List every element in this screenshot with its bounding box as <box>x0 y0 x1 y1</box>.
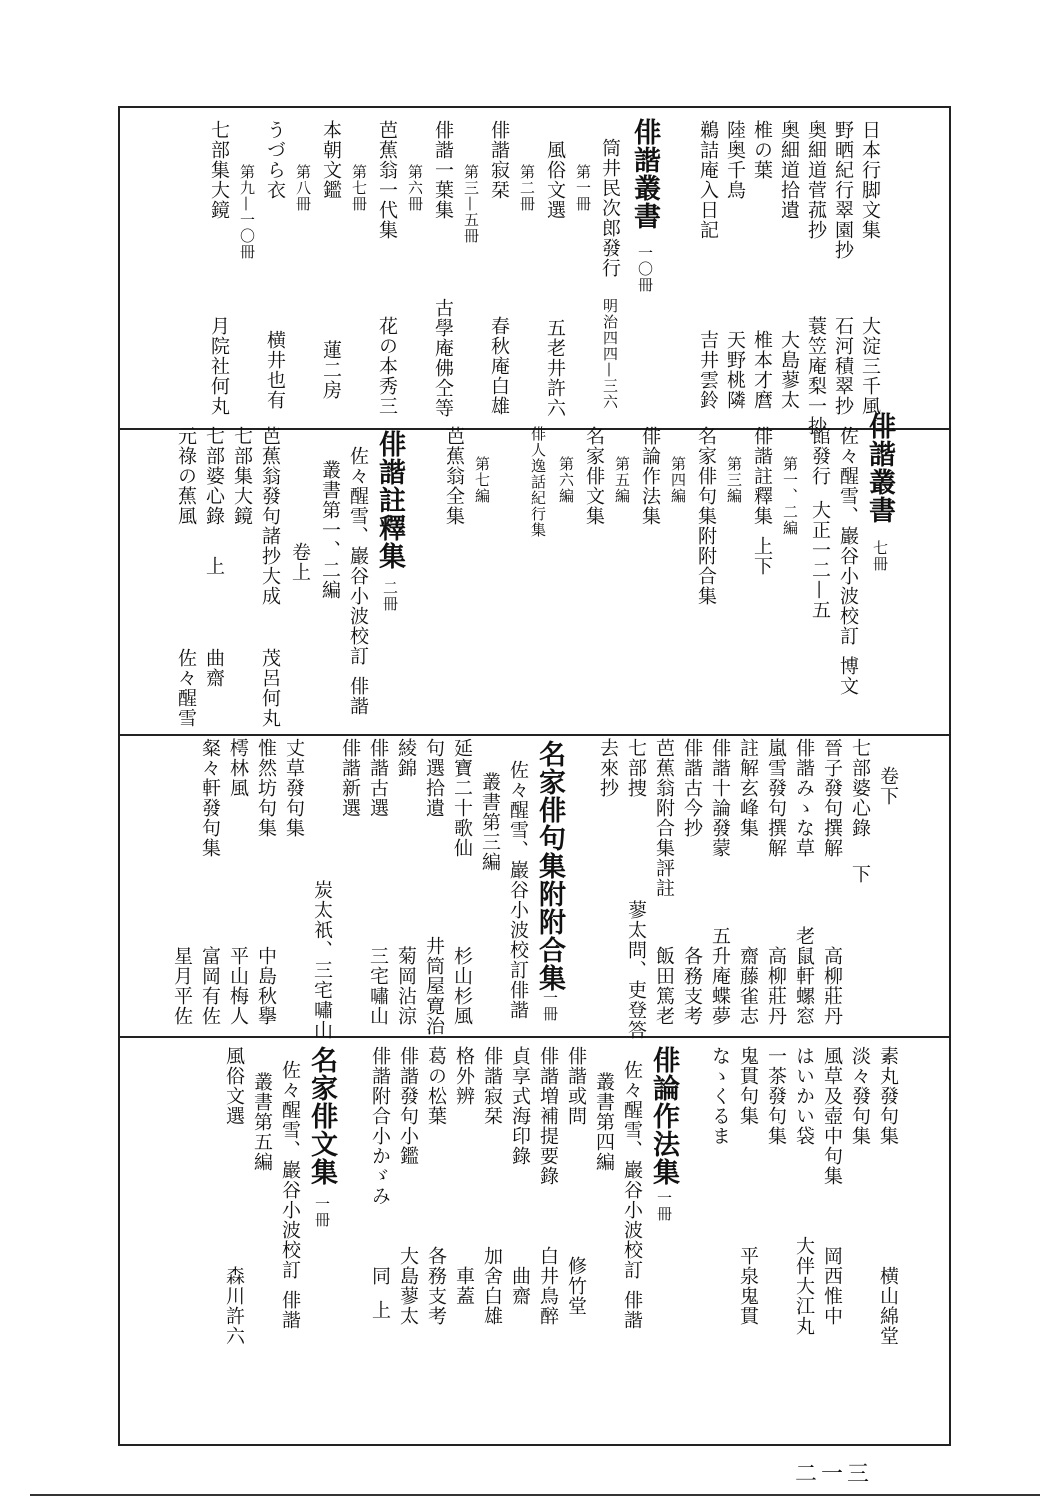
text-column: 佐々醒雪、巖谷小波校訂 <box>507 760 529 980</box>
text-column: 本朝文鑑 <box>320 120 342 200</box>
text-column: 上 <box>369 1300 391 1320</box>
text-column: 佐々醒雪、巖谷小波校訂 <box>279 1060 301 1280</box>
text-column: 五升庵蝶夢 <box>709 926 731 1026</box>
text-column: 茂呂何丸 <box>259 648 281 728</box>
text-column: 古學庵佛仝等 <box>432 298 454 418</box>
text-column: 奥細道菅菰抄 <box>805 120 827 240</box>
text-column: 飯田篤老 <box>653 946 675 1026</box>
text-column: 高柳莊丹 <box>765 946 787 1026</box>
heading-column: 俳諧叢書 <box>629 118 660 230</box>
text-column: 俳人逸話紀行集 <box>529 426 547 538</box>
text-column: 俳諧寂栞 <box>481 1046 503 1126</box>
text-column: 俳諧古今抄 <box>681 738 703 838</box>
text-column: 花の本秀三 <box>376 316 398 416</box>
text-column: 日本行脚文集 <box>859 120 881 240</box>
text-column: 俳諧註釋集 <box>751 426 773 526</box>
text-column: 第五編 <box>613 456 631 504</box>
text-column: 井筒屋寛治 <box>423 936 445 1036</box>
text-column: 第一冊 <box>574 164 592 212</box>
text-column: 樗林風 <box>227 738 249 798</box>
text-column: 延寶二十歌仙 <box>451 738 473 858</box>
text-column: 五老井許六 <box>544 318 566 418</box>
text-column: 晉子發句撰解 <box>821 738 843 858</box>
text-column: 曲齋 <box>203 648 225 688</box>
text-column: 俳論作法集 <box>639 426 661 526</box>
text-column: 貞享式海印錄 <box>509 1046 531 1166</box>
text-column: 俳諧古選 <box>367 738 389 818</box>
text-column: 俳諧 <box>621 1290 643 1330</box>
text-column: 一茶發句集 <box>765 1046 787 1146</box>
text-column: 佐々醒雪、巖谷小波校訂 <box>837 426 859 646</box>
heading-column: 俳論作法集 <box>648 1046 679 1186</box>
text-column: 奥細道拾遺 <box>778 120 800 220</box>
text-column: 叢書第五編 <box>251 1072 273 1172</box>
text-column: 炭太祇、三宅嘯山 <box>311 880 333 1040</box>
text-column: 惟然坊句集 <box>255 738 277 838</box>
heading-column: 俳諧註釋集 <box>374 430 405 570</box>
text-column: 横山綿堂 <box>877 1266 899 1346</box>
text-column: 二冊 <box>381 580 399 612</box>
text-column: 下 <box>849 864 871 884</box>
text-column: 綾錦 <box>395 738 417 778</box>
text-column: 元祿の蕉風 <box>175 426 197 526</box>
text-column: 七冊 <box>871 540 889 572</box>
text-column: 叢書第一、二編 <box>319 460 341 600</box>
text-column: 高柳莊丹 <box>821 946 843 1026</box>
text-column: 平泉鬼貫 <box>737 1246 759 1326</box>
text-column: 各務支考 <box>425 1246 447 1326</box>
text-column: 嵐雪發句撰解 <box>765 738 787 858</box>
text-column: 一冊 <box>313 1196 331 1228</box>
text-column: 椎本才麿 <box>751 330 773 410</box>
text-column: 俳諧寂栞 <box>488 120 510 200</box>
text-column: 叢書第三編 <box>479 772 501 872</box>
text-column: 上下 <box>751 536 773 576</box>
text-column: 大正一二—五 <box>809 500 831 620</box>
text-column: 第四編 <box>669 456 687 504</box>
text-column: 鵜詰庵入日記 <box>697 120 719 240</box>
text-column: 蓼太問、吏登答 <box>625 900 647 1040</box>
text-column: 曲齋 <box>509 1266 531 1306</box>
text-column: 芭蕉翁附合集評註 <box>653 738 675 898</box>
text-column: 大島蓼太 <box>397 1246 419 1326</box>
text-column: 芭蕉翁全集 <box>443 426 465 526</box>
text-column: 素丸發句集 <box>877 1046 899 1146</box>
text-column: 各務支考 <box>681 946 703 1026</box>
text-column: 七部婆心錄 <box>203 426 225 526</box>
text-column: 車蓋 <box>453 1266 475 1306</box>
text-column: 卷下 <box>877 766 899 806</box>
text-column: 卷上 <box>289 542 311 582</box>
text-column: 風俗文選 <box>544 140 566 220</box>
text-column: 丈草發句集 <box>283 738 305 838</box>
text-column: 粲々軒發句集 <box>199 738 221 858</box>
text-column: 森川許六 <box>223 1266 245 1346</box>
text-column: 大伴大江丸 <box>793 1236 815 1336</box>
text-column: 第一、二編 <box>781 456 799 536</box>
text-column: 一〇冊 <box>636 245 654 293</box>
text-column: 春秋庵白雄 <box>488 316 510 416</box>
text-column: 第九—一〇冊 <box>238 164 256 260</box>
heading-column: 名家俳句集附附合集 <box>534 740 565 992</box>
text-column: 岡西惟中 <box>821 1246 843 1326</box>
text-column: 俳諧 <box>347 676 369 716</box>
text-column: 風俗文選 <box>223 1046 245 1126</box>
text-column: 月院社何丸 <box>208 316 230 416</box>
text-column: 横井也有 <box>264 330 286 410</box>
text-column: 富岡有佐 <box>199 946 221 1026</box>
text-column: 俳諧 <box>279 1290 301 1330</box>
text-column: 第三編 <box>725 456 743 504</box>
text-column: 三宅嘯山 <box>367 946 389 1026</box>
text-column: 芭蕉翁一代集 <box>376 120 398 240</box>
text-column: 一冊 <box>541 990 559 1022</box>
text-column: 陸奥千鳥 <box>724 120 746 200</box>
text-column: 平山梅人 <box>227 946 249 1026</box>
text-column: 蓮二房 <box>320 340 342 400</box>
text-column: 菊岡沾涼 <box>395 946 417 1026</box>
text-column: 杉山杉風 <box>451 946 473 1026</box>
text-column: 石河積翠抄 <box>832 316 854 416</box>
text-column: 一冊 <box>655 1190 673 1222</box>
text-column: 天野桃隣 <box>724 330 746 410</box>
text-column: 蓑笠庵梨一抄 <box>805 316 827 436</box>
text-column: 中島秋擧 <box>255 946 277 1026</box>
text-column: なゝくるま <box>709 1046 731 1146</box>
heading-column: 名家俳文集 <box>306 1046 337 1186</box>
text-column: 句選拾遺 <box>423 738 445 818</box>
text-column: 明治四四—三六 <box>601 298 619 410</box>
text-column: 七部集大鏡 <box>208 120 230 220</box>
text-column: 館發行 <box>809 426 831 486</box>
text-column: 大島蓼太 <box>778 330 800 410</box>
text-column: 名家俳句集附附合集 <box>695 426 717 606</box>
text-column: 註解玄峰集 <box>737 738 759 838</box>
text-column: 第六編 <box>557 456 575 504</box>
text-column: 老鼠軒螺窓 <box>793 926 815 1026</box>
text-column: 同 <box>369 1266 391 1286</box>
text-column: 葛の松葉 <box>425 1046 447 1126</box>
text-column: 第七冊 <box>350 164 368 212</box>
text-column: 大淀三千風 <box>859 316 881 416</box>
text-column: 俳諧附合小かゞみ <box>369 1046 391 1206</box>
text-column: 芭蕉翁發句諸抄大成 <box>259 426 281 606</box>
text-column: 去來抄 <box>597 738 619 798</box>
text-column: 七部婆心錄 <box>849 738 871 838</box>
text-column: 第六冊 <box>406 164 424 212</box>
text-column: 格外辨 <box>453 1046 475 1106</box>
page-number: 二一三 <box>795 1462 874 1487</box>
bottom-rule <box>30 1494 1040 1496</box>
text-column: 佐々醒雪、巖谷小波校訂 <box>347 446 369 666</box>
text-column: 椎の葉 <box>751 120 773 180</box>
text-column: 俳諧増補提要錄 <box>537 1046 559 1186</box>
text-column: 第七編 <box>473 456 491 504</box>
section-divider <box>120 1036 950 1038</box>
heading-column: 俳諧叢書 <box>864 412 895 524</box>
text-column: 俳諧みゝな草 <box>793 738 815 858</box>
text-column: 鬼貫句集 <box>737 1046 759 1126</box>
text-column: 博文 <box>837 656 859 696</box>
text-column: 淡々發句集 <box>849 1046 871 1146</box>
text-column: 白井鳥醉 <box>537 1246 559 1326</box>
text-column: 星月平佐 <box>171 946 193 1026</box>
text-column: うづら衣 <box>264 120 286 200</box>
text-column: 上 <box>203 556 225 576</box>
text-column: 加舍白雄 <box>481 1246 503 1326</box>
text-column: 風草及壺中句集 <box>821 1046 843 1186</box>
text-column: 筒井民次郎發行 <box>599 138 621 278</box>
text-column: 第三—五冊 <box>462 164 480 244</box>
text-column: 野晒紀行翠園抄 <box>832 120 854 260</box>
text-column: 第八冊 <box>294 164 312 212</box>
text-column: 俳諧或問 <box>565 1046 587 1126</box>
text-column: 佐々醒雪、巖谷小波校訂 <box>621 1060 643 1280</box>
text-column: はいかい袋 <box>793 1046 815 1146</box>
text-column: 齋藤雀志 <box>737 946 759 1026</box>
text-column: 俳諧新選 <box>339 738 361 818</box>
text-column: 佐々醒雪 <box>175 648 197 728</box>
text-column: 叢書第四編 <box>593 1072 615 1172</box>
section-divider <box>120 734 950 736</box>
text-column: 俳諧 <box>507 980 529 1020</box>
text-column: 七部集大鏡 <box>231 426 253 526</box>
text-column: 俳諧發句小鑑 <box>397 1046 419 1166</box>
text-column: 俳諧一葉集 <box>432 120 454 220</box>
text-column: 名家俳文集 <box>583 426 605 526</box>
text-column: 俳諧十論發蒙 <box>709 738 731 858</box>
text-column: 修竹堂 <box>565 1256 587 1316</box>
text-column: 七部捜 <box>625 738 647 798</box>
text-column: 第二冊 <box>518 164 536 212</box>
text-column: 吉井雲鈴 <box>697 330 719 410</box>
